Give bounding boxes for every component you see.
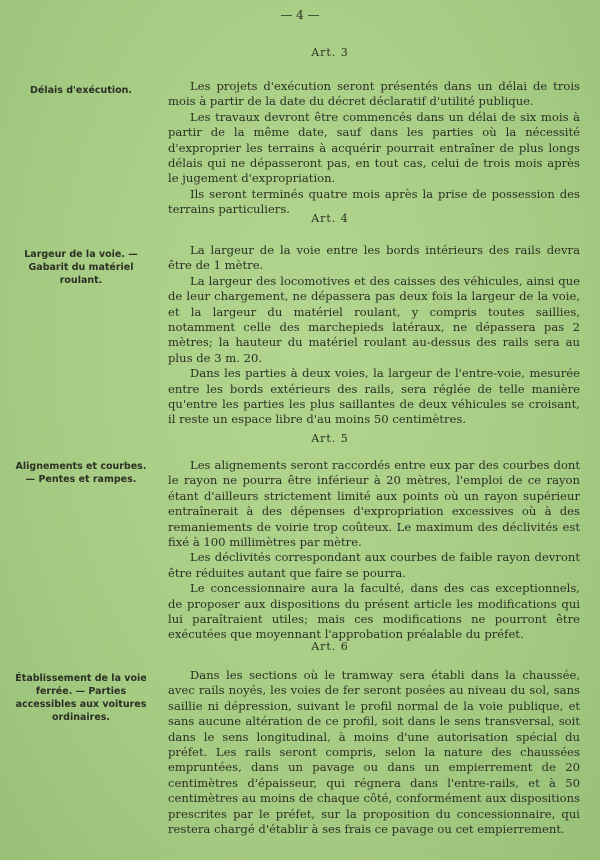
margin-note: Alignements et courbes. — Pentes et rampes. <box>15 461 147 485</box>
paragraph: Ils seront terminés quatre mois après la prise de possession des terrains particuliers. <box>168 186 580 217</box>
paragraph: La largeur de la voie entre les bords intérieurs des rails devra être de 1 mètre. <box>168 243 580 273</box>
article-body <box>168 243 580 428</box>
paragraph: Les alignements seront raccordés entre eux par des courbes dont le rayon ne pourra être inférieur à 20 mètres, l'emploi de ce rayon étant d'ailleurs strictement limité aux points où un rayon supérieur entraînerait à des dépenses d'expropriation excessives où à des remaniements de voirie trop coûteux. Le maximum des déclivités est fixé à 100 millimètres par mètre. <box>168 458 580 550</box>
article-heading: Art. 5 <box>311 432 349 445</box>
article-body <box>168 79 580 218</box>
article-body <box>168 668 580 837</box>
paragraph: La largeur des locomotives et des caisses des véhicules, ainsi que de leur chargement, ne dépassera pas deux fois la largeur de la voie, et la largeur du matériel roulant, y compris toutes saillies, notamment celle des marchepieds latéraux, ne dépassera pas 2 mètres; la hauteur du matériel roulant au-dessus des rails sera au plus de 3 m. 20. <box>168 273 580 365</box>
margin-note: Délais d'exécution. <box>29 85 133 96</box>
margin-note: Établissement de la voie ferrée. — Parties accessibles aux voitures ordinaires. <box>15 673 147 723</box>
paragraph: Les travaux devront être commencés dans un délai de six mois à partir de la même date, sauf dans les parties où la nécessité d'exproprier les terrains à acquérir pourrait entraîner de plus longs délais qui ne dépasseront pas, en tout cas, celui de trois mois après le jugement d'expropriation. <box>168 109 580 186</box>
paragraph: Les projets d'exécution seront présentés dans un délai de trois mois à partir de la date du décret déclaratif d'utilité publique. <box>168 79 580 109</box>
article-heading: Art. 6 <box>311 640 349 653</box>
margin-note: Largeur de la voie. — Gabarit du matériel roulant. <box>24 249 138 286</box>
paragraph: Dans les parties à deux voies, la largeur de l'entre-voie, mesurée entre les bords extérieurs des rails, sera réglée de telle manière qu'entre les parties les plus saillantes de deux véhicules se croisant, il reste un espace libre d'au moins 50 centimètres. <box>168 366 580 427</box>
article-body <box>168 458 580 643</box>
article-heading: Art. 3 <box>311 46 349 59</box>
page-number: — 4 — <box>280 8 320 22</box>
paragraph: Le concessionnaire aura la faculté, dans des cas exceptionnels, de proposer aux dispositions du présent article les modifications qui lui paraîtraient utiles; mais ces modifications ne pourront être exécutées que moyennant l'approbation préalable du préfet. <box>168 581 580 642</box>
article-heading: Art. 4 <box>311 212 349 225</box>
paragraph: Les déclivités correspondant aux courbes de faible rayon devront être réduites autant que faire se pourra. <box>168 550 580 580</box>
paragraph: Dans les sections où le tramway sera établi dans la chaussée, avec rails noyés, les voies de fer seront posées au niveau du sol, sans saillie ni dépression, suivant le profil normal de la voie publique, et sans aucune altération de ce profil, soit dans le sens transversal, soit dans le sens longitudinal, à moins d'une autorisation spécial du préfet. Les rails seront compris, selon la nature des chaussées empruntées, dans un pavage ou dans un empierrement de 20 centimètres d'épaisseur, qui régnera dans l'entre-rails, et à 50 centimètres au moins de chaque côté, conformément aux dispositions prescrites par le préfet, sur la proposition du concessionnaire, qui restera chargé d'établir à ses frais ce pavage ou cet empierrement. <box>168 668 580 837</box>
